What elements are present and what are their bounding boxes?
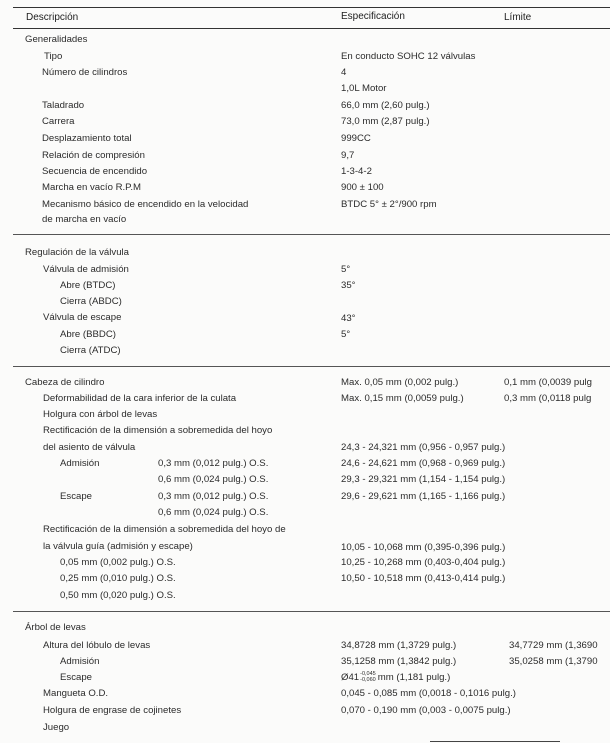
spec-mangueta: 0,045 - 0,085 mm (0,0018 - 0,1016 pulg.) — [341, 688, 516, 699]
label-guia-os2: 0,25 mm (0,010 pulg.) O.S. — [60, 573, 176, 584]
label-valvula-admision: Válvula de admisión — [43, 264, 129, 275]
spec-guia-os2: 10,50 - 10,518 mm (0,413-0,414 pulg.) — [341, 573, 506, 584]
label-adm-os1: 0,3 mm (0,012 pulg.) O.S. — [158, 458, 269, 469]
limit-arbol-admision: 35,0258 mm (1,3790 — [509, 656, 598, 667]
label-valvula-escape: Válvula de escape — [43, 312, 122, 323]
label-arbol-admision: Admisión — [60, 656, 100, 667]
spec-cabeza: Max. 0,05 mm (0,002 pulg.) — [341, 377, 459, 388]
spec-altura-lobulo: 34,8728 mm (1,3729 pulg.) — [341, 640, 457, 651]
header-rule — [13, 28, 610, 29]
spec-arbol-escape — [341, 672, 450, 684]
spec-arbol-admision: 35,1258 mm (1,3842 pulg.) — [341, 656, 457, 667]
label-esc-os1: 0,3 mm (0,012 pulg.) O.S. — [158, 491, 269, 502]
label-abre-btdc: Abre (BTDC) — [60, 280, 116, 291]
label-altura-lobulo: Altura del lóbulo de levas — [43, 640, 151, 651]
label-deformabilidad: Deformabilidad de la cara inferior de la culata — [43, 393, 237, 404]
row-label-desplazamiento: Desplazamiento total — [42, 133, 132, 144]
row-spec-motor: 1,0L Motor — [341, 83, 387, 94]
row-label-taladrado: Taladrado — [42, 100, 85, 111]
label-juego: Juego — [43, 722, 70, 733]
row-spec-tipo: En conducto SOHC 12 válvulas — [341, 51, 476, 62]
header-especificacion: Especificación — [341, 11, 405, 22]
top-rule — [13, 7, 610, 8]
section-rule-1 — [13, 234, 610, 235]
label-rect-guia-1: Rectificación de la dimensión a sobremedida del hoyo de — [43, 524, 286, 535]
label-rect-asiento-1: Rectificación de la dimensión a sobremedida del hoyo — [43, 425, 273, 436]
row-spec-cilindros: 4 — [341, 67, 347, 78]
limit-altura-lobulo: 34,7729 mm (1,3690 — [509, 640, 598, 651]
row-spec-carrera: 73,0 mm (2,87 pulg.) — [341, 116, 430, 127]
spec-rect-guia: 10,05 - 10,068 mm (0,395-0,396 pulg.) — [341, 542, 506, 553]
row-label-mecanismo: Mecanismo básico de encendido en la velocidad — [42, 199, 249, 210]
section-title-generalidades: Generalidades — [25, 34, 88, 45]
label-rect-guia-2: la válvula guía (admisión y escape) — [43, 541, 193, 552]
section-title-cabeza: Cabeza de cilindro — [25, 377, 105, 388]
row-spec-compresion: 9,7 — [341, 150, 355, 161]
row-spec-marcha: 900 ± 100 — [341, 182, 384, 193]
label-adm-os2: 0,6 mm (0,024 pulg.) O.S. — [158, 474, 269, 485]
label-esc: Escape — [60, 491, 92, 502]
spec-arbol-escape-tol-top: -0,045 — [360, 671, 376, 677]
spec-arbol-escape-tol-bottom: -0,060 — [360, 676, 376, 683]
spec-arbol-escape-rest: mm (1,181 pulg.) — [377, 672, 451, 684]
spec-valvula-escape: 43° — [341, 313, 356, 324]
label-esc-os2: 0,6 mm (0,024 pulg.) O.S. — [158, 507, 269, 518]
spec-adm-os2: 29,3 - 29,321 mm (1,154 - 1,154 pulg.) — [341, 474, 506, 485]
label-mangueta: Mangueta O.D. — [43, 688, 109, 699]
label-arbol-escape: Escape — [60, 672, 92, 683]
spec-abre-bbdc: 5° — [341, 329, 351, 340]
row-spec-desplazamiento: 999CC — [341, 133, 371, 144]
label-rect-asiento-2: del asiento de válvula — [43, 442, 136, 453]
header-limite: Límite — [504, 12, 532, 23]
spec-esc-os1: 29,6 - 29,621 mm (1,165 - 1,166 pulg.) — [341, 491, 506, 502]
row-label-carrera: Carrera — [42, 116, 75, 127]
row-label-compresion: Relación de compresión — [42, 150, 145, 161]
section-rule-2 — [13, 366, 610, 367]
limit-deformabilidad: 0,3 mm (0,0118 pulg — [504, 393, 592, 404]
row-label-tipo: Tipo — [44, 51, 63, 62]
spec-arbol-escape-tolerance — [360, 672, 376, 683]
spec-rect-asiento: 24,3 - 24,321 mm (0,956 - 0,957 pulg.) — [341, 442, 506, 453]
section-rule-3 — [13, 611, 610, 612]
label-abre-bbdc: Abre (BBDC) — [60, 329, 116, 340]
row-label-secuencia: Secuencia de encendido — [42, 166, 148, 177]
row-label-mecanismo-cont: de marcha en vacío — [42, 214, 127, 225]
row-spec-secuencia: 1-3-4-2 — [341, 166, 372, 177]
label-holgura-arbol: Holgura con árbol de levas — [43, 409, 158, 420]
row-label-marcha: Marcha en vacío R.P.M — [42, 182, 142, 193]
label-adm: Admisión — [60, 458, 100, 469]
spec-abre-btdc: 35° — [341, 280, 356, 291]
row-label-cilindros: Número de cilindros — [42, 67, 128, 78]
label-cierra-atdc: Cierra (ATDC) — [60, 345, 121, 356]
spec-deformabilidad: Max. 0,15 mm (0,0059 pulg.) — [341, 393, 464, 404]
row-spec-taladrado: 66,0 mm (2,60 pulg.) — [341, 100, 430, 111]
section-title-valvula: Regulación de la válvula — [25, 247, 129, 258]
header-descripcion: Descripción — [26, 12, 79, 23]
limit-cabeza: 0,1 mm (0,0039 pulg — [504, 377, 592, 388]
label-guia-os1: 0,05 mm (0,002 pulg.) O.S. — [60, 557, 176, 568]
spec-adm-os1: 24,6 - 24,621 mm (0,968 - 0,969 pulg.) — [341, 458, 506, 469]
label-guia-os3: 0,50 mm (0,020 pulg.) O.S. — [60, 590, 176, 601]
row-spec-mecanismo: BTDC 5° ± 2°/900 rpm — [341, 199, 437, 210]
bottom-scan-mark — [430, 741, 560, 742]
label-holgura-engrase: Holgura de engrase de cojinetes — [43, 705, 182, 716]
spec-guia-os1: 10,25 - 10,268 mm (0,403-0,404 pulg.) — [341, 557, 506, 568]
spec-holgura-engrase: 0,070 - 0,190 mm (0,003 - 0,0075 pulg.) — [341, 705, 511, 716]
label-cierra-abdc: Cierra (ABDC) — [60, 296, 122, 307]
spec-valvula-admision: 5° — [341, 264, 351, 275]
spec-arbol-escape-base: Ø41 — [341, 672, 360, 684]
section-title-arbol: Árbol de levas — [25, 622, 86, 633]
